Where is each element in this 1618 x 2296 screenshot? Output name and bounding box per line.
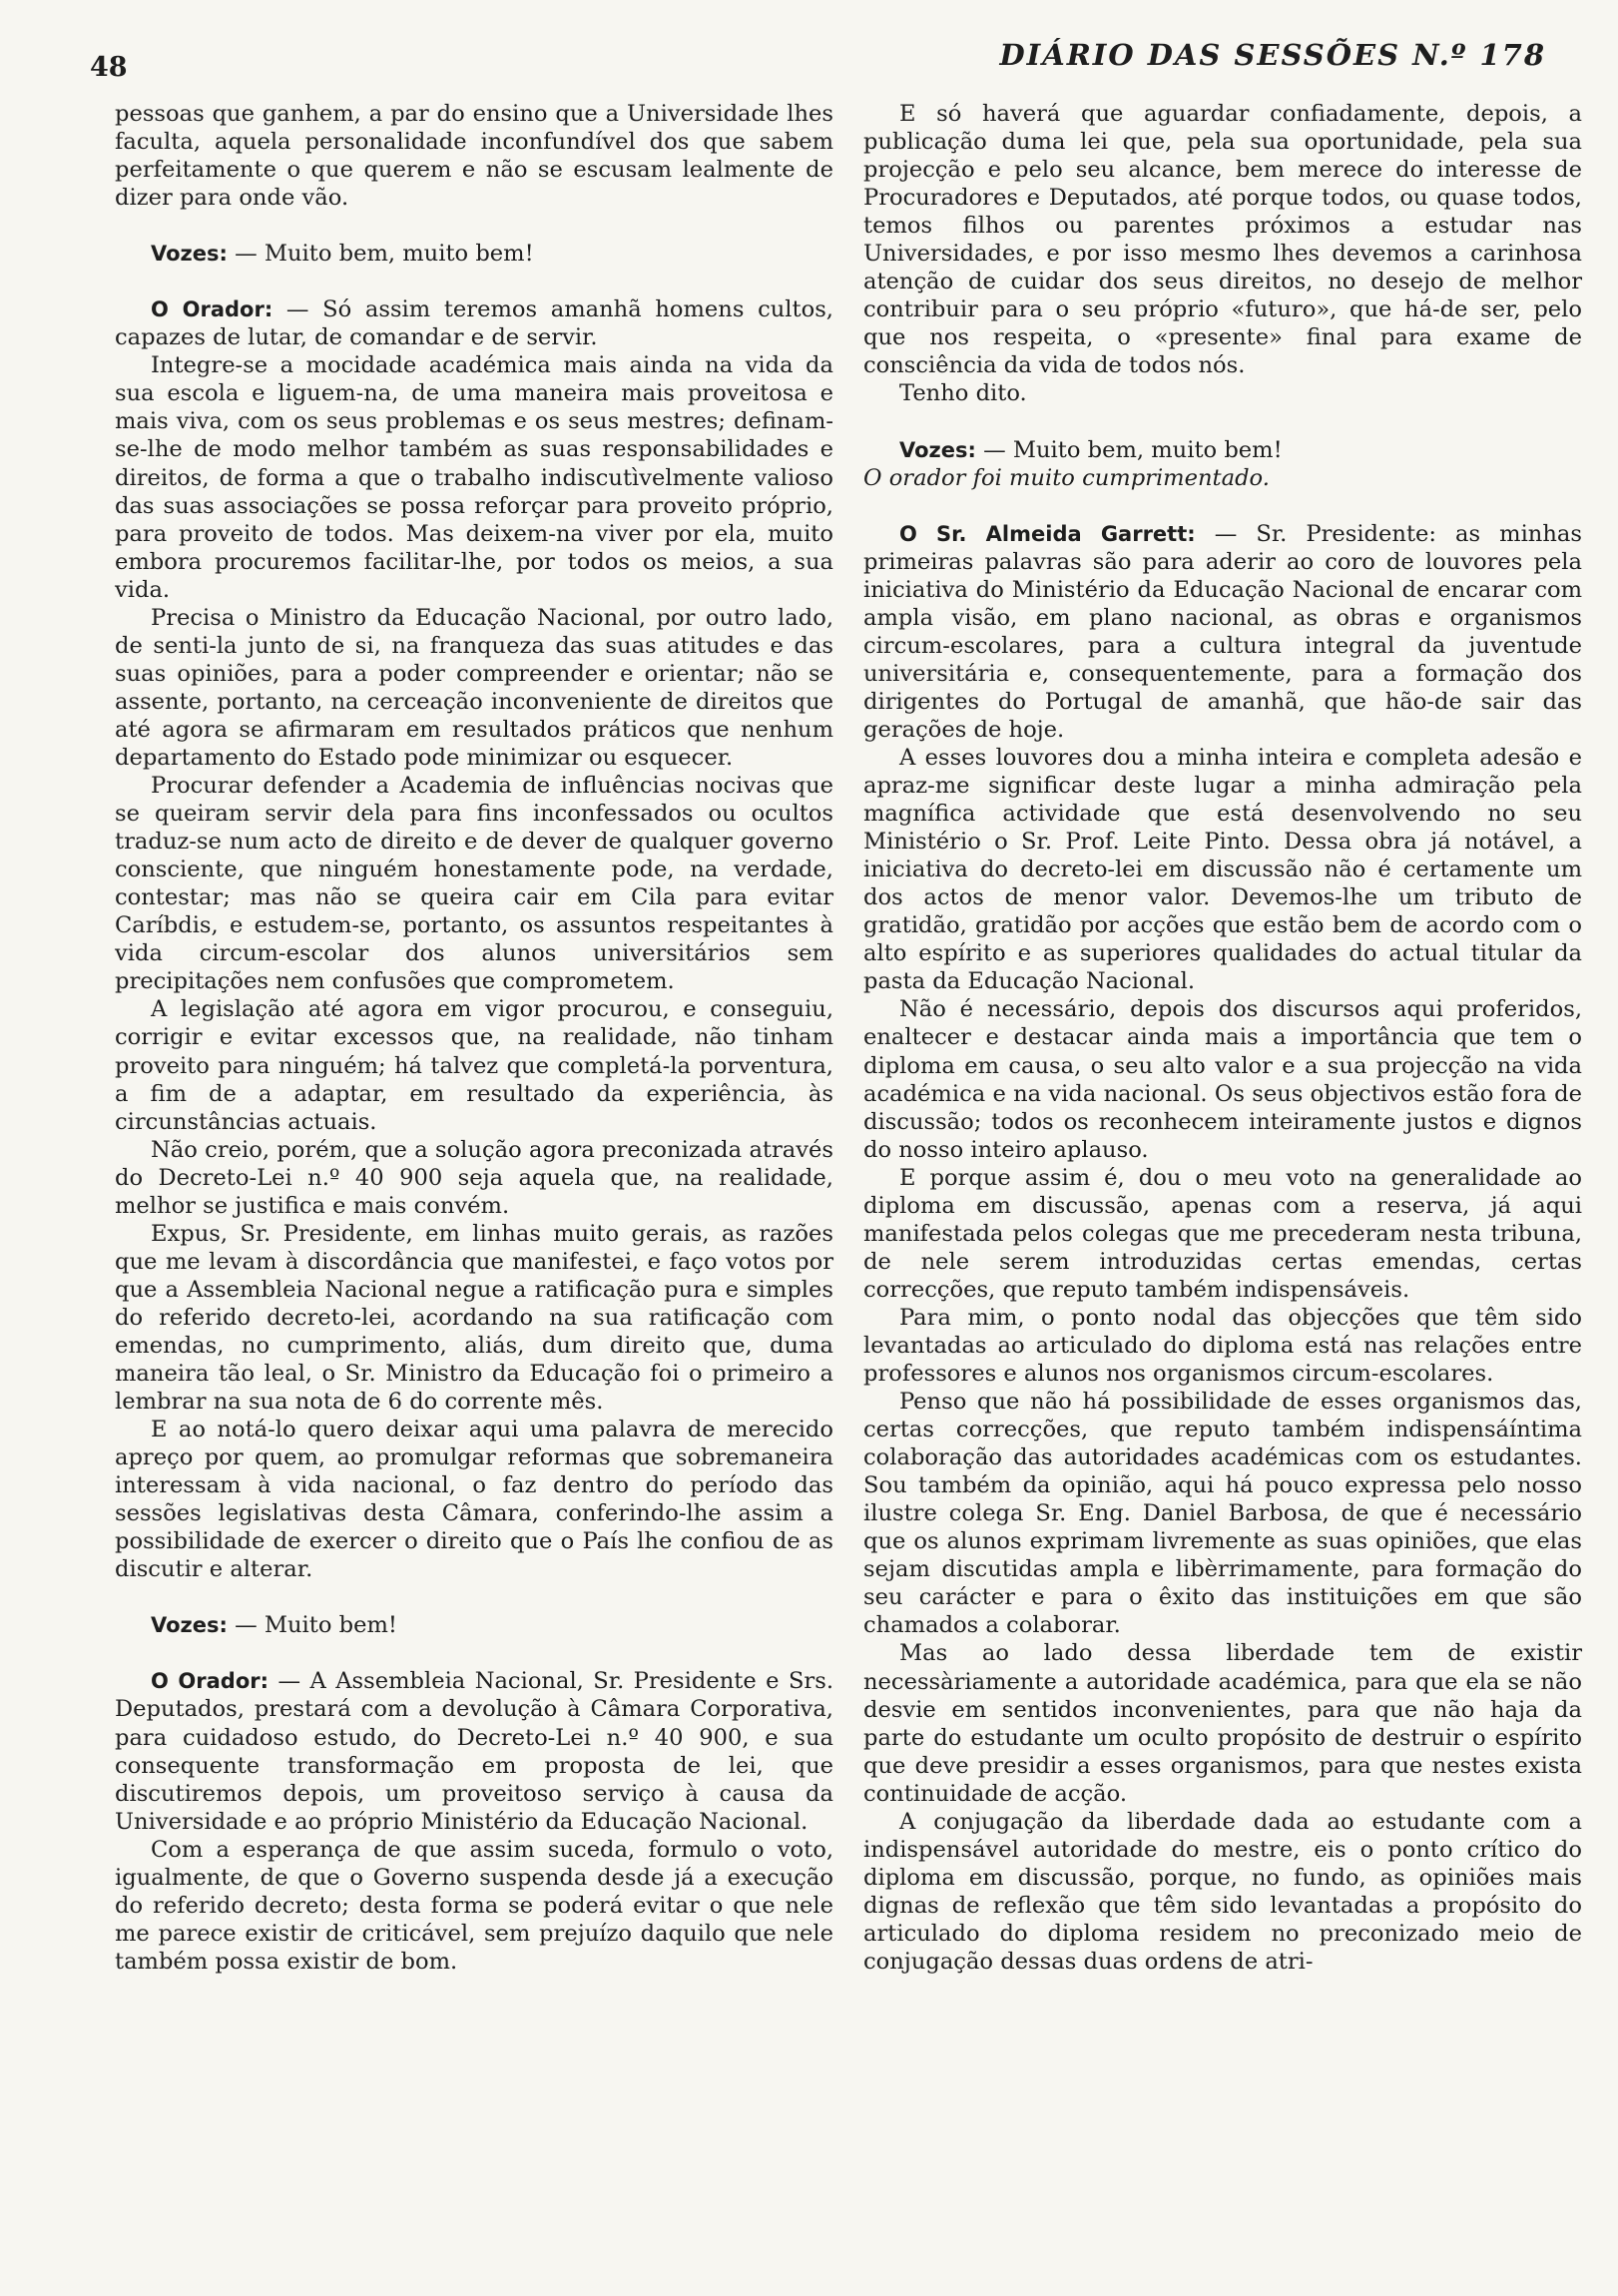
paragraph <box>115 295 833 351</box>
paragraph-text: pessoas que ganhem, a par do ensino que a Universidade lhes faculta, aquela personalidade inconfundível dos que sabem perfeitamente o que querem e não se escusam lealmente de dizer para onde vão. <box>115 101 833 212</box>
speaker-label: Vozes: <box>151 242 228 267</box>
paragraph-text: A legislação até agora em vigor procurou, e conseguiu, corrigir e evitar excessos que, na realidade, não tinham proveito para ninguém; há talvez que completá-la porventura, a fim de a adaptar, em resultado da experiência, às circunstâncias actuais. <box>115 996 833 1135</box>
speaker-label: O Orador: <box>151 297 273 322</box>
left-column <box>115 100 833 1976</box>
paragraph-text: Precisa o Ministro da Educação Nacional, por outro lado, de senti-la junto de si, na franqueza das suas atitudes e das suas opiniões, para a poder compreender e orientar; não se assente, portanto, na cerceação inconveniente de direitos que até agora se afirmaram em resultados práticos que nenhum departamento do Estado pode minimizar ou esquecer. <box>115 604 833 771</box>
paragraph <box>115 1667 833 1835</box>
paragraph <box>863 1639 1582 1807</box>
paragraph <box>863 744 1582 995</box>
paragraph-text: Mas ao lado dessa liberdade tem de existir necessàriamente a autoridade académica, para que ela se não desvie em sentidos inconvenientes, para que não haja da parte do estudante um oculto propósito de destruir o espírito que deve presidir a esses organismos, para que nestes exista continuidade de acção. <box>863 1640 1582 1807</box>
paragraph <box>115 1836 833 1976</box>
paragraph-text: Integre-se a mocidade académica mais ainda na vida da sua escola e liguem-na, de uma maneira mais proveitosa e mais viva, com os seus problemas e os seus mestres; definam-se-lhe de modo melhor também as suas responsabilidades e direitos, de forma a que o trabalho indiscutìvelmente valioso das suas associações se possa reforçar para proveito próprio, para proveito de todos. Mas deixem-na viver por ela, muito embora procuremos facilitar-lhe, por todos os meios, a sua vida. <box>115 352 833 603</box>
paragraph-text: Não é necessário, depois dos discursos aqui proferidos, enaltecer e destacar ainda mais a importância que tem o diploma em causa, o seu alto valor e a sua projecção na vida académica e na vida nacional. Os seus objectivos estão fora de discussão; todos os reconhecem inteiramente justos e dignos do nosso inteiro aplauso. <box>863 996 1582 1163</box>
page-number: 48 <box>90 52 128 83</box>
paragraph-text: Não creio, porém, que a solução agora preconizada através do Decreto-Lei n.º 40 900 seja aquela que, na realidade, melhor se justifica e mais convém. <box>115 1136 833 1219</box>
paragraph <box>863 1388 1582 1639</box>
paragraph <box>863 100 1582 379</box>
paragraph-text: A esses louvores dou a minha inteira e completa adesão e apraz-me significar deste lugar a minha admiração pela magnífica actividade que está desenvolvendo no seu Ministério o Sr. Prof. Leite Pinto. Dessa obra já notável, a iniciativa do decreto-lei em discussão não é certamente um dos actos de menor valor. Devemos-lhe um tributo de gratidão, gratidão por acções que estão bem de acordo com o alto espírito e as superiores qualidades do actual titular da pasta da Educação Nacional. <box>863 744 1582 995</box>
speech-text: — A Assembleia Nacional, Sr. Presidente e Srs. Deputados, prestará com a devolução à Câmara Corporativa, para cuidadoso estudo, do Decreto-Lei n.º 40 900, e sua consequente transformação em proposta de lei, que discutiremos depois, um proveitoso serviço à causa da Universidade e ao próprio Ministério da Educação Nacional. <box>115 1668 833 1835</box>
paragraph <box>115 1416 833 1583</box>
paragraph-text: Penso que não há possibilidade de esses organismos das, certas correcções, que reputo também indispensáíntima colaboração das autoridades académicas com os estudantes. Sou também da opinião, aqui há pouco expressa pelo nosso ilustre colega Sr. Eng. Daniel Barbosa, de que é necessário que os alunos exprimam livremente as suas opiniões, que elas sejam discutidas ampla e libèrrimamente, para formação do seu carácter e para o êxito das instituições em que são chamados a colaborar. <box>863 1389 1582 1639</box>
paragraph-text: Procurar defender a Academia de influências nocivas que se queiram servir dela para fins inconfessados ou ocultos traduz-se num acto de direito e de dever de qualquer governo consciente, que ninguém honestamente pode, na verdade, contestar; mas não se queira cair em Cila para evitar Caríbdis, e estudem-se, portanto, os assuntos respeitantes à vida circum-escolar dos alunos universitários sem precipitações nem confusões que comprometem. <box>115 773 833 995</box>
paragraph-text: E porque assim é, dou o meu voto na generalidade ao diploma em discussão, apenas com a reserva, já aqui manifestada pelos colegas que me precederam nesta tribuna, de nele serem introduzidas certas emendas, certas correcções, que reputo também indispensáveis. <box>863 1164 1582 1303</box>
paragraph <box>115 604 833 772</box>
paragraph <box>863 1304 1582 1388</box>
paragraph <box>115 240 833 268</box>
speech-text: — Muito bem! <box>227 1612 397 1639</box>
paragraph <box>115 1136 833 1220</box>
paragraph <box>863 379 1582 407</box>
paragraph <box>115 995 833 1135</box>
speech-text: — Só assim teremos amanhã homens cultos, capazes de lutar, de comandar e de servir. <box>115 296 833 351</box>
paragraph <box>115 1611 833 1639</box>
speech-text: — Muito bem, muito bem! <box>975 436 1283 463</box>
paragraph <box>863 520 1582 744</box>
paragraph-text: E ao notá-lo quero deixar aqui uma palavra de merecido apreço por quem, ao promulgar reformas que sobremaneira interessam à vida nacional, o faz dentro do período das sessões legislativas desta Câmara, conferindo-lhe assim a possibilidade de exercer o direito que o País lhe confiou de as discutir e alterar. <box>115 1417 833 1583</box>
paragraph-text: A conjugação da liberdade dada ao estudante com a indispensável autoridade do mestre, eis o ponto crítico do diploma em discussão, porque, no fundo, as opiniões mais dignas de reflexão que têm sido levantadas a propósito do articulado do diploma residem no preconizado meio de conjugação dessas duas ordens de atri- <box>863 1808 1582 1975</box>
paragraph <box>863 464 1582 492</box>
paragraph <box>115 351 833 603</box>
running-head: DIÁRIO DAS SESSÕES N.º 178 <box>999 38 1546 72</box>
paragraph <box>115 772 833 995</box>
speech-text: — Sr. Presidente: as minhas primeiras palavras são para aderir ao coro de louvores pela iniciativa do Ministério da Educação Nacional de encarar com ampla visão, em plano nacional, as obras e organismos circum-escolares, para a cultura integral da juventude universitária e, consequentemente, para a formação dos dirigentes do Portugal de amanhã, que hão-de sair das gerações de hoje. <box>863 520 1582 743</box>
stage-direction: O orador foi muito cumprimentado. <box>863 464 1270 491</box>
paragraph <box>863 995 1582 1163</box>
speaker-label: Vozes: <box>899 437 976 462</box>
speaker-label: Vozes: <box>151 1613 228 1638</box>
paragraph-text: Com a esperança de que assim suceda, formulo o voto, igualmente, de que o Governo suspenda desde já a execução do referido decreto; desta forma se poderá evitar o que nele me parece existir de criticável, sem prejuízo daquilo que nele também possa existir de bom. <box>115 1836 833 1975</box>
paragraph <box>863 1808 1582 1976</box>
paragraph-text: Expus, Sr. Presidente, em linhas muito gerais, as razões que me levam à discordância que manifestei, e faço votos por que a Assembleia Nacional negue a ratificação pura e simples do referido decreto-lei, acordando na sua ratificação com emendas, no cumprimento, aliás, dum direito que, duma maneira tão leal, o Sr. Ministro da Educação foi o primeiro a lembrar na sua nota de 6 do corrente mês. <box>115 1220 833 1416</box>
paragraph <box>115 100 833 212</box>
speaker-label: O Orador: <box>151 1669 270 1694</box>
speech-text: — Muito bem, muito bem! <box>227 241 534 268</box>
paragraph <box>863 1164 1582 1304</box>
speaker-label: O Sr. Almeida Garrett: <box>899 521 1196 546</box>
paragraph <box>863 436 1582 464</box>
paragraph-text: Tenho dito. <box>899 380 1027 407</box>
paragraph-text: Para mim, o ponto nodal das objecções que têm sido levantadas ao articulado do diploma está nas relações entre professores e alunos nos organismos circum-escolares. <box>863 1304 1582 1388</box>
paragraph <box>115 1220 833 1416</box>
right-column <box>863 100 1582 1976</box>
paragraph-text: E só haverá que aguardar confiadamente, depois, a publicação duma lei que, pela sua oportunidade, pela sua projecção e pelo seu alcance, bem merece do interesse de Procuradores e Deputados, até porque todos, ou quase todos, temos filhos ou parentes próximos a estudar nas Universidades, e por isso mesmo lhes devemos a carinhosa atenção de cuidar dos seus direitos, no desejo de melhor contribuir para o seu próprio «futuro», que há-de ser, pelo que nos respeita, o «presente» final para exame de consciência da vida de todos nós. <box>863 101 1582 379</box>
